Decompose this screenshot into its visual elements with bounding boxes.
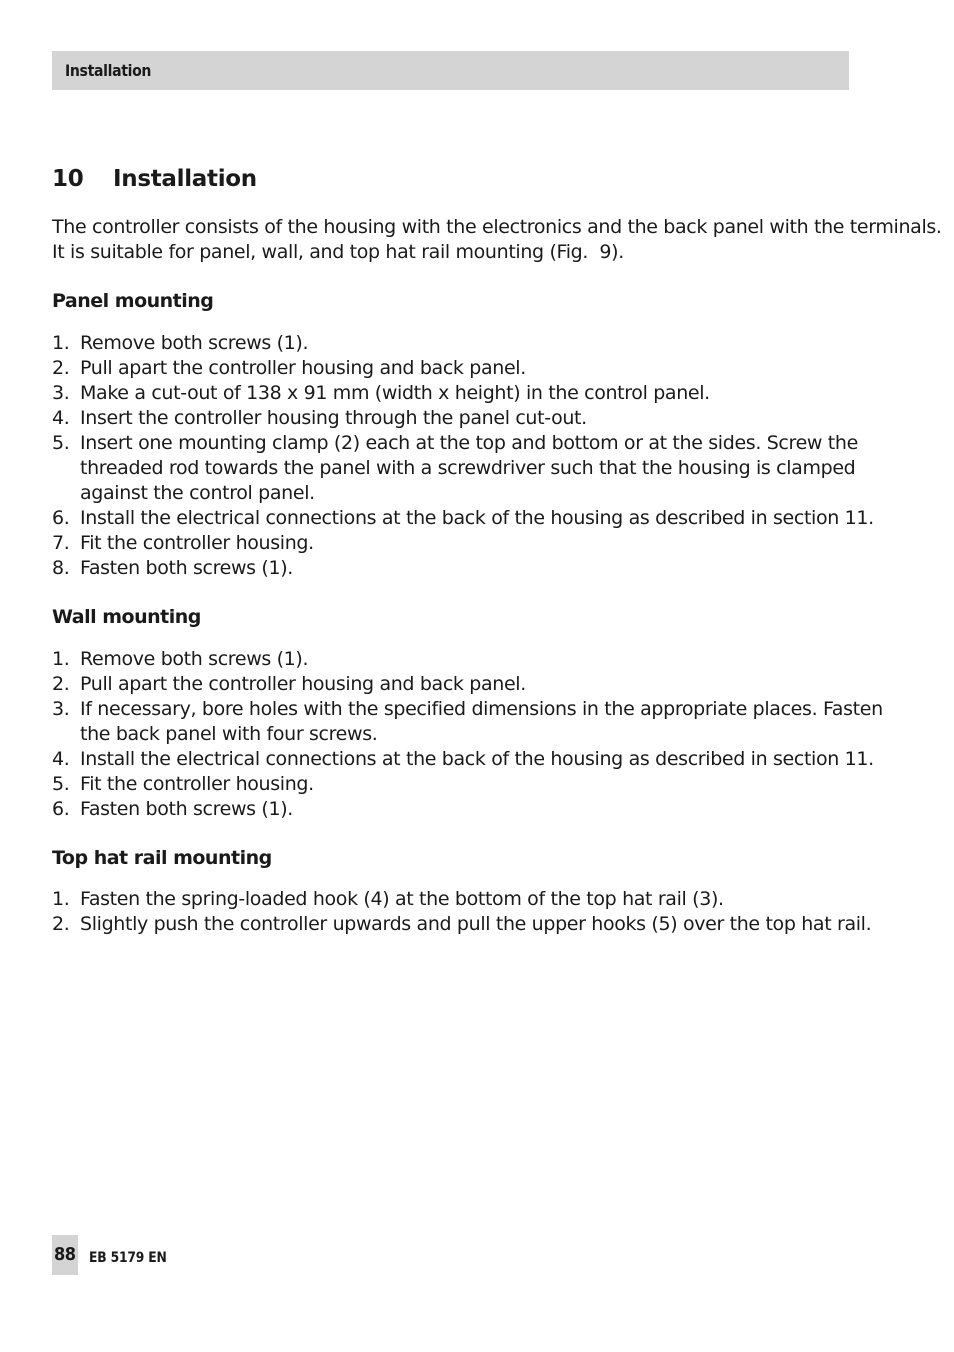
intro-paragraph [52,215,942,265]
list-item [52,797,883,822]
list-item-text-line: Fit the controller housing. [80,532,314,554]
intro-line-2: It is suitable for panel, wall, and top hat rail mounting (Fig. 9). [52,241,624,263]
list-item-text-line: Fasten the spring-loaded hook (4) at the bottom of the top hat rail (3). [80,888,724,910]
list-item [52,406,874,431]
panel-mounting-heading: Panel mounting [52,290,214,312]
list-item-text-line: If necessary, bore holes with the specified dimensions in the appropriate places. Fasten [80,698,883,720]
list-item [52,356,874,381]
running-header-title: Installation [65,61,152,80]
list-item [52,647,883,672]
list-item-text-line: Fit the controller housing. [80,773,314,795]
page-number: 88 [54,1244,76,1265]
list-item-text-line: Pull apart the controller housing and back panel. [80,673,526,695]
list-item-number: 2. [52,357,70,379]
rail-mounting-steps [52,887,871,937]
list-item [52,887,871,912]
list-item-text-line: the back panel with four screws. [80,723,378,745]
list-item-text-line: Fasten both screws (1). [80,557,293,579]
list-item [52,431,874,506]
list-item-text-line: Pull apart the controller housing and back panel. [80,357,526,379]
list-item [52,697,883,747]
page-number-box [52,1235,78,1275]
list-item-number: 1. [52,648,70,670]
list-item-text-line: Install the electrical connections at the back of the housing as described in section 11. [80,748,874,770]
section-heading [52,166,257,192]
panel-mounting-steps [52,331,874,581]
list-item-number: 3. [52,698,70,720]
list-item-number: 1. [52,888,70,910]
list-item-text-line: threaded rod towards the panel with a screwdriver such that the housing is clamped [80,457,856,479]
list-item-number: 2. [52,913,70,935]
list-item-number: 7. [52,532,70,554]
list-item-text-line: Insert one mounting clamp (2) each at the top and bottom or at the sides. Screw the [80,432,858,454]
list-item-text-line: Make a cut-out of 138 x 91 mm (width x height) in the control panel. [80,382,710,404]
list-item-text-line: Remove both screws (1). [80,332,309,354]
list-item [52,331,874,356]
list-item-number: 2. [52,673,70,695]
list-item-text-line: against the control panel. [80,482,315,504]
list-item-number: 1. [52,332,70,354]
list-item-number: 5. [52,773,70,795]
list-item [52,672,883,697]
list-item-number: 6. [52,798,70,820]
list-item-text-line: Install the electrical connections at the back of the housing as described in section 11. [80,507,874,529]
list-item-number: 4. [52,407,70,429]
list-item-text-line: Slightly push the controller upwards and pull the upper hooks (5) over the top hat rail. [80,913,872,935]
list-item-number: 6. [52,507,70,529]
intro-line-1: The controller consists of the housing with the electronics and the back panel with the terminals. [52,216,942,238]
wall-mounting-heading: Wall mounting [52,606,201,628]
list-item [52,531,874,556]
wall-mounting-steps [52,647,883,822]
list-item-text-line: Remove both screws (1). [80,648,309,670]
list-item-text-line: Fasten both screws (1). [80,798,293,820]
list-item-number: 8. [52,557,70,579]
rail-mounting-heading: Top hat rail mounting [52,847,272,869]
running-header-bar [52,51,849,90]
section-title: Installation [113,166,257,192]
list-item [52,747,883,772]
list-item-text-line: Insert the controller housing through the panel cut-out. [80,407,587,429]
document-id: EB 5179 EN [89,1250,167,1266]
list-item [52,912,871,937]
list-item-number: 3. [52,382,70,404]
list-item [52,556,874,581]
list-item [52,772,883,797]
list-item-number: 4. [52,748,70,770]
list-item [52,506,874,531]
section-number: 10 [52,166,84,192]
list-item [52,381,874,406]
list-item-number: 5. [52,432,70,454]
